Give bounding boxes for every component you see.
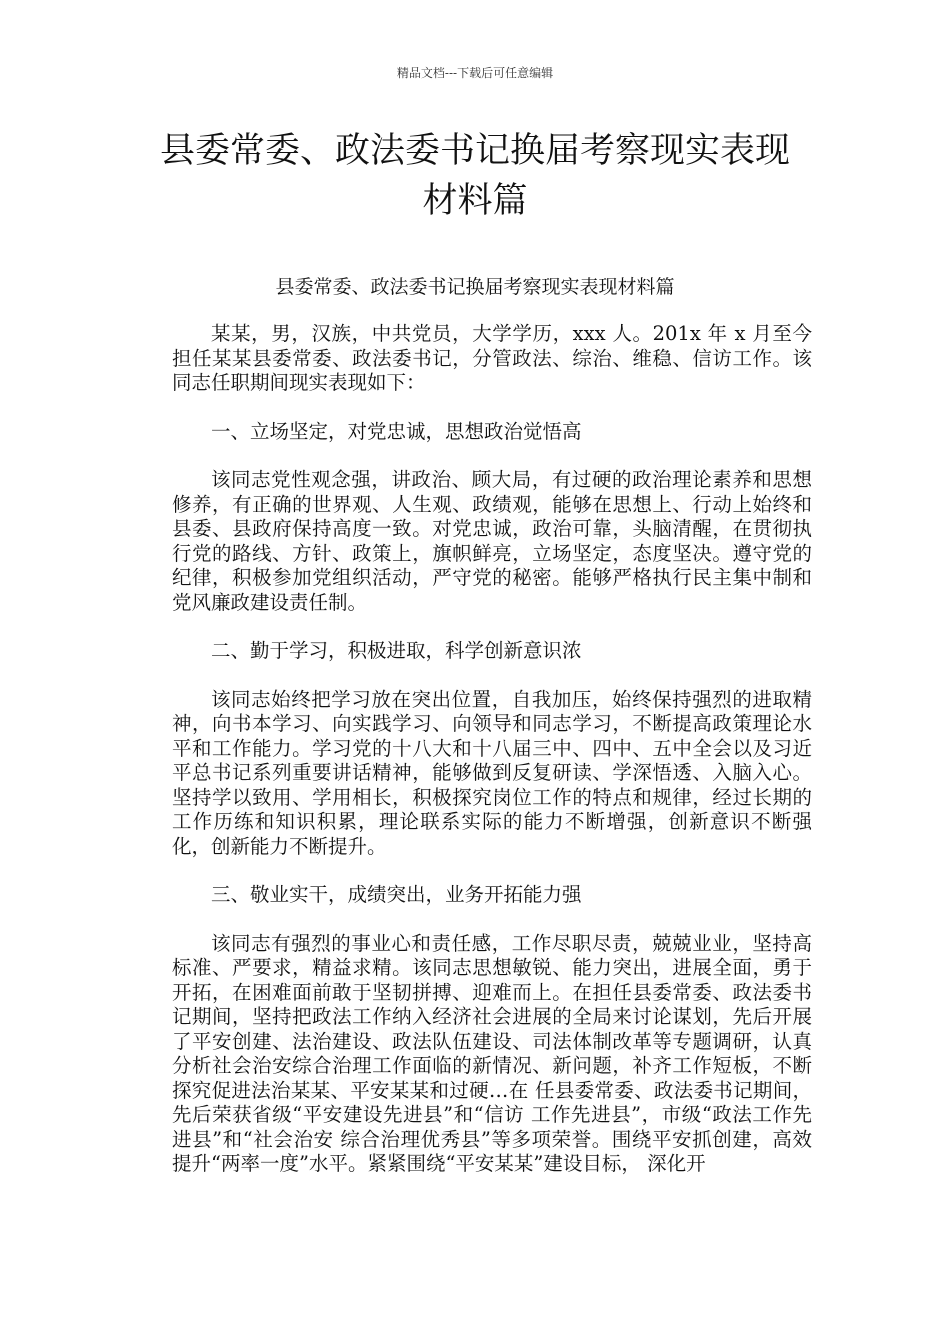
section-body-3: 该同志有强烈的事业心和责任感，工作尽职尽责，兢兢业业，坚持高标准、严要求，精益求精。该同志思想敏锐、能力突出，进展全面，勇于开拓，在困难面前敢于坚韧拼搏、迎难而上。在担任县委常委、政法委书记期间，坚持把政法工作纳入经济社会进展的全局来讨论谋划，先后开展了平安创建、法治建设、政法队伍建设、司法体制改革等专题调研，认真分析社会治安综合治理工作面临的新情况、新问题，补齐工作短板，不断探究促进法治某某、平安某某和过硬…在 任县委常委、政法委书记期间，先后荣获省级“平安建设先进县”和“信访 工作先进县”，市级“政法工作先进县”和“社会治安 综合治理优秀县”等多项荣誉。围绕平安抓创建，高效提升“两率一度”水平。紧紧围绕“平安某某”建设目标， 深化开 (172, 931, 812, 1175)
section-body-1: 该同志党性观念强，讲政治、顾大局，有过硬的政治理论素养和思想修养，有正确的世界观、人生观、政绩观，能够在思想上、行动上始终和县委、县政府保持高度一致。对党忠诚，政治可靠，头脑清醒，在贯彻执行党的路线、方针、政策上，旗帜鲜亮，立场坚定，态度坚决。遵守党的纪律，积极参加党组织活动，严守党的秘密。能够严格执行民主集中制和党风廉政建设责任制。 (172, 468, 812, 614)
section-heading-1: 一、立场坚定，对党忠诚，思想政治觉悟高 (211, 419, 582, 443)
document-title: 县委常委、政法委书记换届考察现实表现材料篇 (159, 131, 790, 221)
section-heading-2: 二、勤于学习，积极进取，科学创新意识浓 (211, 639, 582, 662)
intro-paragraph: 某某，男，汉族，中共党员，大学学历，xxx 人。201x 年 x 月至今担任某某县委常委、政法委书记，分管政法、综治、维稳、信访工作。该同志任职期间现实表现如下： (172, 322, 812, 394)
header-note: 精品文档---下载后可任意编辑 (396, 66, 554, 80)
section-heading-3: 三、敬业实干，成绩突出，业务开拓能力强 (211, 883, 582, 906)
section-body-2: 该同志始终把学习放在突出位置，自我加压，始终保持强烈的进取精神，向书本学习、向实践学习、向领导和同志学习，不断提高政策理论水平和工作能力。学习党的十八大和十八届三中、四中、五中全会以及习近平总书记系列重要讲话精神，能够做到反复研读、学深悟透、入脑入心。坚持学以致用、学用相长，积极探究岗位工作的特点和规律，经过长期的工作历练和知识积累，理论联系实际的能力不断增强，创新意识不断强化，创新能力不断提升。 (172, 687, 812, 858)
document-body (172, 322, 812, 1177)
document-subtitle: 县委常委、政法委书记换届考察现实表现材料篇 (275, 276, 675, 298)
